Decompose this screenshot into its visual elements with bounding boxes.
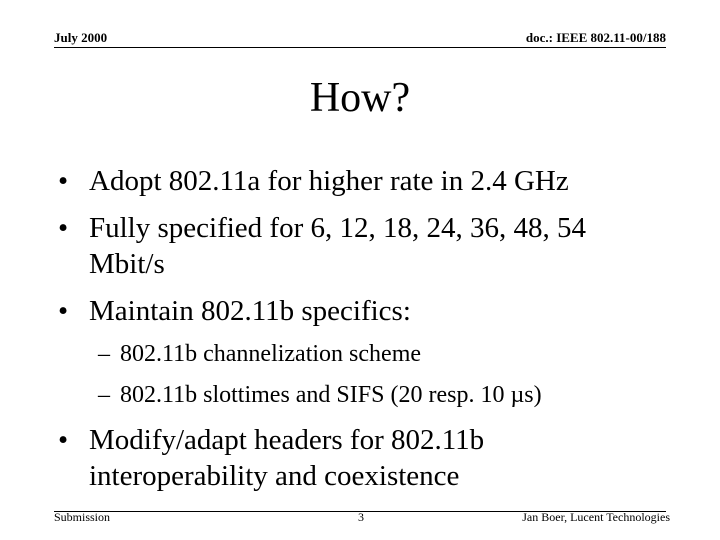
bullet-text: Modify/adapt headers for 802.11b: [89, 424, 485, 456]
sub-bullet-marker: –: [98, 341, 110, 367]
bullet-text: interoperability and coexistence: [89, 460, 460, 492]
footer-author: Jan Boer, Lucent Technologies: [522, 510, 670, 524]
slide-title: How?: [309, 75, 411, 121]
sub-bullet-item: [98, 381, 542, 409]
page-number: 3: [358, 510, 364, 524]
bullet-text: Adopt 802.11a for higher rate in 2.4 GHz: [89, 165, 569, 197]
sub-bullet-text: 802.11b channelization scheme: [120, 341, 422, 367]
sub-bullet-item: [98, 340, 421, 368]
bullet-marker: •: [58, 212, 69, 244]
bullet-marker: •: [58, 165, 69, 197]
header-date: July 2000: [54, 30, 108, 45]
footer-submission: Submission: [54, 510, 111, 524]
bullet-text: Maintain 802.11b specifics:: [89, 295, 411, 327]
sub-bullet-text: 802.11b slottimes and SIFS (20 resp. 10 µs): [120, 382, 542, 408]
sub-bullet-marker: –: [98, 382, 110, 408]
bullet-text: Fully specified for 6, 12, 18, 24, 36, 48, 54: [89, 212, 586, 244]
header-divider: [54, 47, 666, 48]
bullet-marker: •: [58, 424, 69, 456]
header-doc-id: doc.: IEEE 802.11-00/188: [525, 30, 666, 45]
bullet-text: Mbit/s: [89, 248, 165, 280]
bullet-marker: •: [58, 295, 69, 327]
